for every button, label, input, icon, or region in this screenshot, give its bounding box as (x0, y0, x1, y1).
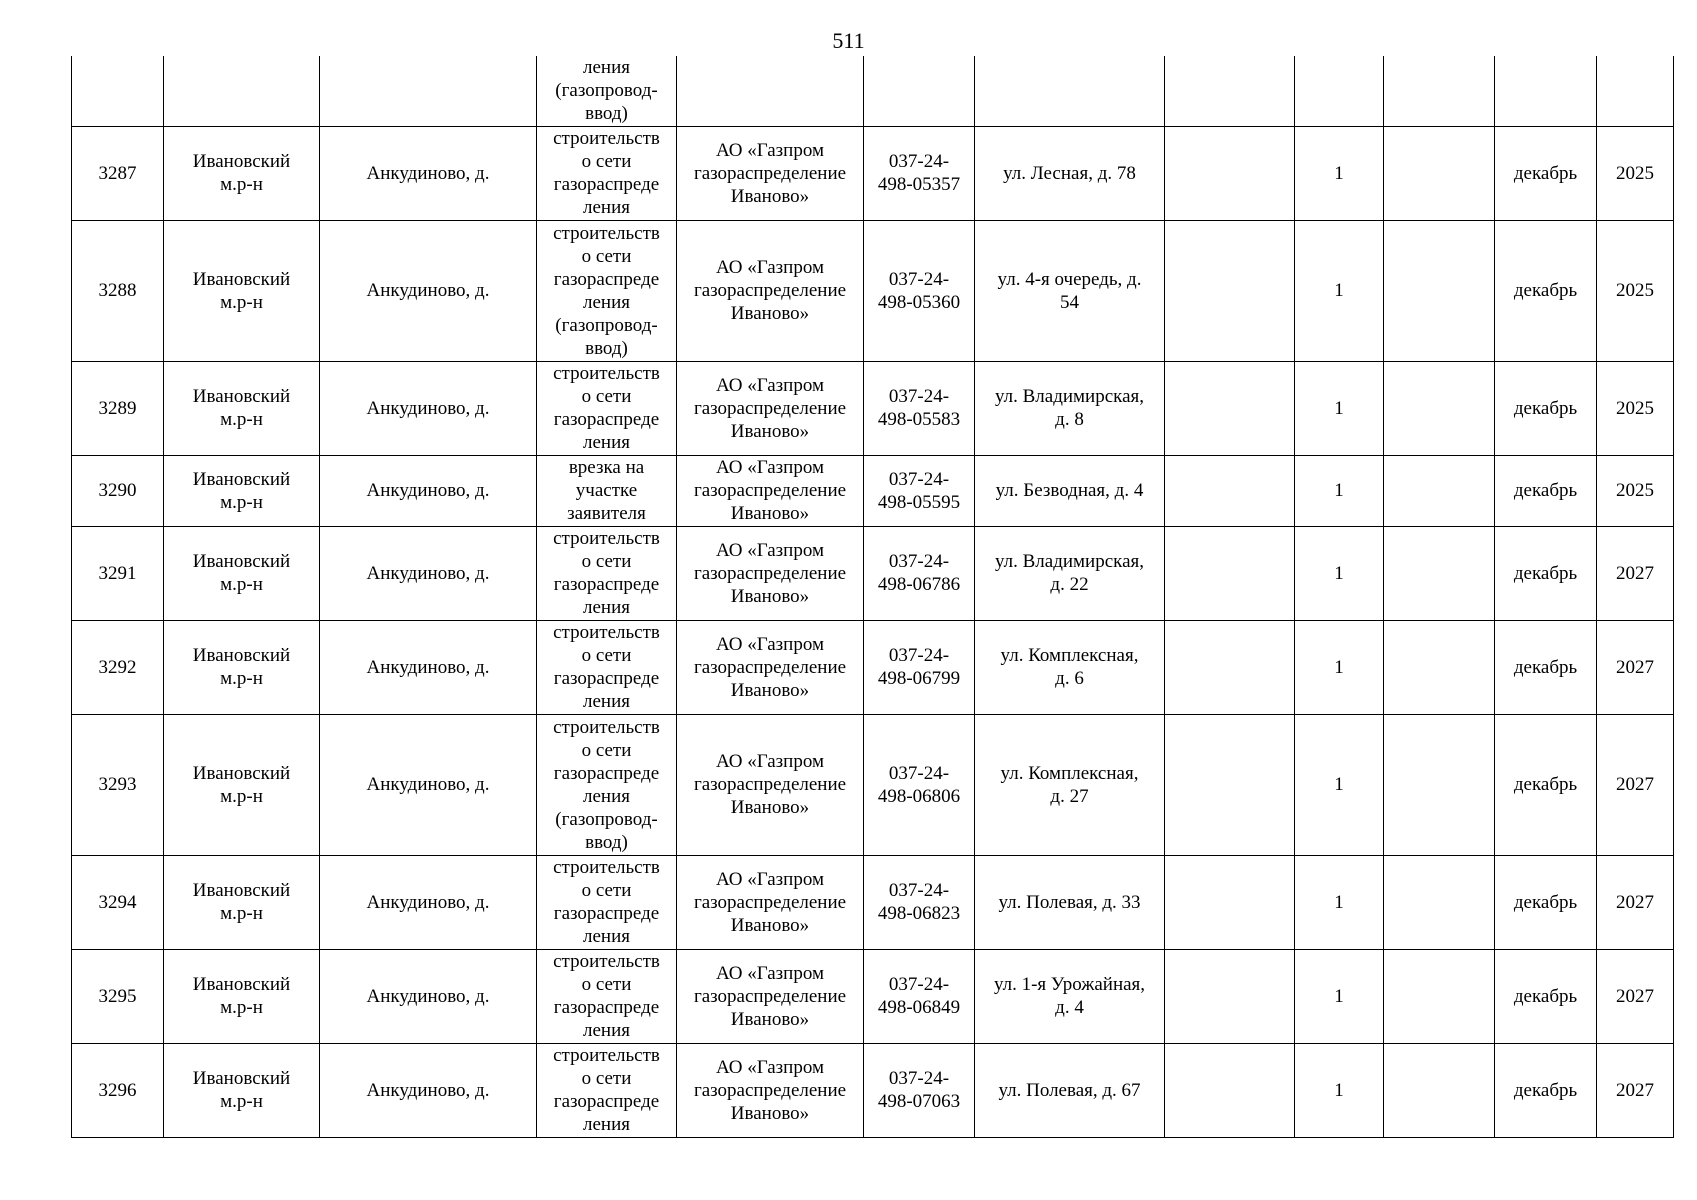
cell-month: декабрь (1495, 620, 1597, 714)
cell-locality: Анкудиново, д. (320, 949, 537, 1043)
cell-address: ул. Владимирская, д. 8 (975, 361, 1165, 455)
cell-num: 3296 (72, 1043, 164, 1137)
cell-year: 2025 (1597, 126, 1674, 220)
cell-address: ул. Полевая, д. 67 (975, 1043, 1165, 1137)
cell-district: Ивановский м.р-н (164, 455, 320, 526)
cell-district: Ивановский м.р-н (164, 126, 320, 220)
cell-type: строительств о сети газораспреде ления (537, 620, 677, 714)
cell-type: строительств о сети газораспреде ления (газопровод- ввод) (537, 220, 677, 361)
table-row (72, 455, 1674, 526)
cell-month: декабрь (1495, 126, 1597, 220)
cell-locality: Анкудиново, д. (320, 455, 537, 526)
table-row (72, 855, 1674, 949)
cell-address (975, 56, 1165, 126)
cell-year: 2027 (1597, 855, 1674, 949)
cell-code: 037-24- 498-05595 (864, 455, 975, 526)
table-row (72, 949, 1674, 1043)
cell-locality: Анкудиново, д. (320, 855, 537, 949)
cell-code (864, 56, 975, 126)
cell-org: АО «Газпром газораспределение Иваново» (677, 526, 864, 620)
cell-address: ул. Полевая, д. 33 (975, 855, 1165, 949)
cell-district: Ивановский м.р-н (164, 949, 320, 1043)
page-number: 511 (832, 28, 865, 53)
cell-locality: Анкудиново, д. (320, 361, 537, 455)
cell-address: ул. 4-я очередь, д. 54 (975, 220, 1165, 361)
table-body (72, 126, 1674, 1137)
cell-empty (1384, 56, 1495, 126)
cell-district: Ивановский м.р-н (164, 1043, 320, 1137)
cell-num (72, 56, 164, 126)
cell-org: АО «Газпром газораспределение Иваново» (677, 949, 864, 1043)
cell-code: 037-24- 498-06849 (864, 949, 975, 1043)
cell-num: 3288 (72, 220, 164, 361)
cell-month: декабрь (1495, 855, 1597, 949)
cell-month: декабрь (1495, 949, 1597, 1043)
cell-qty: 1 (1295, 126, 1384, 220)
cell-org: АО «Газпром газораспределение Иваново» (677, 855, 864, 949)
cell-year: 2027 (1597, 1043, 1674, 1137)
cell-year: 2027 (1597, 714, 1674, 855)
cell-qty: 1 (1295, 1043, 1384, 1137)
cell-year: 2027 (1597, 949, 1674, 1043)
cell-district (164, 56, 320, 126)
cell-org: АО «Газпром газораспределение Иваново» (677, 1043, 864, 1137)
cell-address: ул. 1-я Урожайная, д. 4 (975, 949, 1165, 1043)
table-row (72, 361, 1674, 455)
cell-code: 037-24- 498-05583 (864, 361, 975, 455)
table-row (72, 620, 1674, 714)
cell-org: АО «Газпром газораспределение Иваново» (677, 126, 864, 220)
table-row (72, 526, 1674, 620)
cell-district: Ивановский м.р-н (164, 361, 320, 455)
cell-empty (1165, 620, 1295, 714)
cell-year: 2027 (1597, 620, 1674, 714)
cell-num: 3290 (72, 455, 164, 526)
cell-code: 037-24- 498-06786 (864, 526, 975, 620)
cell-num: 3287 (72, 126, 164, 220)
cell-org: АО «Газпром газораспределение Иваново» (677, 620, 864, 714)
cell-district: Ивановский м.р-н (164, 220, 320, 361)
cell-locality (320, 56, 537, 126)
cell-locality: Анкудиново, д. (320, 220, 537, 361)
gasification-schedule-table (71, 56, 1674, 1138)
cell-num: 3289 (72, 361, 164, 455)
cell-empty (1384, 714, 1495, 855)
cell-district: Ивановский м.р-н (164, 620, 320, 714)
cell-month: декабрь (1495, 526, 1597, 620)
cell-month: декабрь (1495, 361, 1597, 455)
cell-code: 037-24- 498-06799 (864, 620, 975, 714)
cell-code: 037-24- 498-05357 (864, 126, 975, 220)
cell-code: 037-24- 498-06806 (864, 714, 975, 855)
cell-address: ул. Комплексная, д. 6 (975, 620, 1165, 714)
cell-empty (1384, 526, 1495, 620)
cell-empty (1384, 455, 1495, 526)
cell-address: ул. Безводная, д. 4 (975, 455, 1165, 526)
table-row (72, 126, 1674, 220)
cell-qty: 1 (1295, 526, 1384, 620)
cell-district: Ивановский м.р-н (164, 526, 320, 620)
cell-year: 2025 (1597, 361, 1674, 455)
cell-empty (1165, 855, 1295, 949)
cell-empty (1165, 949, 1295, 1043)
cell-empty (1165, 526, 1295, 620)
cell-num: 3294 (72, 855, 164, 949)
cell-empty (1165, 220, 1295, 361)
cell-district: Ивановский м.р-н (164, 855, 320, 949)
cell-month: декабрь (1495, 714, 1597, 855)
cell-code: 037-24- 498-07063 (864, 1043, 975, 1137)
cell-locality: Анкудиново, д. (320, 126, 537, 220)
continuation-row (72, 56, 1674, 126)
cell-code: 037-24- 498-06823 (864, 855, 975, 949)
cell-empty (1384, 1043, 1495, 1137)
table-row (72, 220, 1674, 361)
cell-year (1597, 56, 1674, 126)
cell-qty: 1 (1295, 361, 1384, 455)
cell-num: 3292 (72, 620, 164, 714)
cell-empty (1384, 220, 1495, 361)
cell-empty (1384, 126, 1495, 220)
cell-month (1495, 56, 1597, 126)
cell-type: ления (газопровод- ввод) (537, 56, 677, 126)
cell-address: ул. Владимирская, д. 22 (975, 526, 1165, 620)
cell-address: ул. Лесная, д. 78 (975, 126, 1165, 220)
cell-address: ул. Комплексная, д. 27 (975, 714, 1165, 855)
cell-locality: Анкудиново, д. (320, 714, 537, 855)
cell-org (677, 56, 864, 126)
cell-type: строительств о сети газораспреде ления (537, 526, 677, 620)
cell-num: 3293 (72, 714, 164, 855)
cell-qty: 1 (1295, 455, 1384, 526)
cell-empty (1165, 1043, 1295, 1137)
cell-empty (1165, 714, 1295, 855)
cell-empty (1165, 455, 1295, 526)
cell-empty (1384, 361, 1495, 455)
cell-empty (1165, 126, 1295, 220)
cell-empty (1384, 855, 1495, 949)
cell-qty: 1 (1295, 220, 1384, 361)
table-row (72, 714, 1674, 855)
cell-type: строительств о сети газораспреде ления (537, 361, 677, 455)
cell-qty: 1 (1295, 714, 1384, 855)
cell-qty: 1 (1295, 620, 1384, 714)
cell-qty: 1 (1295, 949, 1384, 1043)
cell-locality: Анкудиново, д. (320, 1043, 537, 1137)
cell-org: АО «Газпром газораспределение Иваново» (677, 220, 864, 361)
cell-month: декабрь (1495, 220, 1597, 361)
cell-empty (1165, 361, 1295, 455)
cell-locality: Анкудиново, д. (320, 620, 537, 714)
cell-org: АО «Газпром газораспределение Иваново» (677, 361, 864, 455)
cell-type: врезка на участке заявителя (537, 455, 677, 526)
cell-empty (1384, 620, 1495, 714)
cell-year: 2025 (1597, 220, 1674, 361)
cell-locality: Анкудиново, д. (320, 526, 537, 620)
cell-month: декабрь (1495, 455, 1597, 526)
cell-year: 2025 (1597, 455, 1674, 526)
cell-type: строительств о сети газораспреде ления (537, 949, 677, 1043)
cell-month: декабрь (1495, 1043, 1597, 1137)
cell-num: 3291 (72, 526, 164, 620)
cell-code: 037-24- 498-05360 (864, 220, 975, 361)
table-row (72, 1043, 1674, 1137)
cell-year: 2027 (1597, 526, 1674, 620)
cell-empty (1165, 56, 1295, 126)
cell-type: строительств о сети газораспреде ления (537, 855, 677, 949)
cell-type: строительств о сети газораспреде ления (газопровод- ввод) (537, 714, 677, 855)
cell-type: строительств о сети газораспреде ления (537, 1043, 677, 1137)
cell-org: АО «Газпром газораспределение Иваново» (677, 714, 864, 855)
cell-num: 3295 (72, 949, 164, 1043)
cell-empty (1384, 949, 1495, 1043)
cell-qty: 1 (1295, 855, 1384, 949)
cell-district: Ивановский м.р-н (164, 714, 320, 855)
cell-type: строительств о сети газораспреде ления (537, 126, 677, 220)
cell-org: АО «Газпром газораспределение Иваново» (677, 455, 864, 526)
cell-qty (1295, 56, 1384, 126)
